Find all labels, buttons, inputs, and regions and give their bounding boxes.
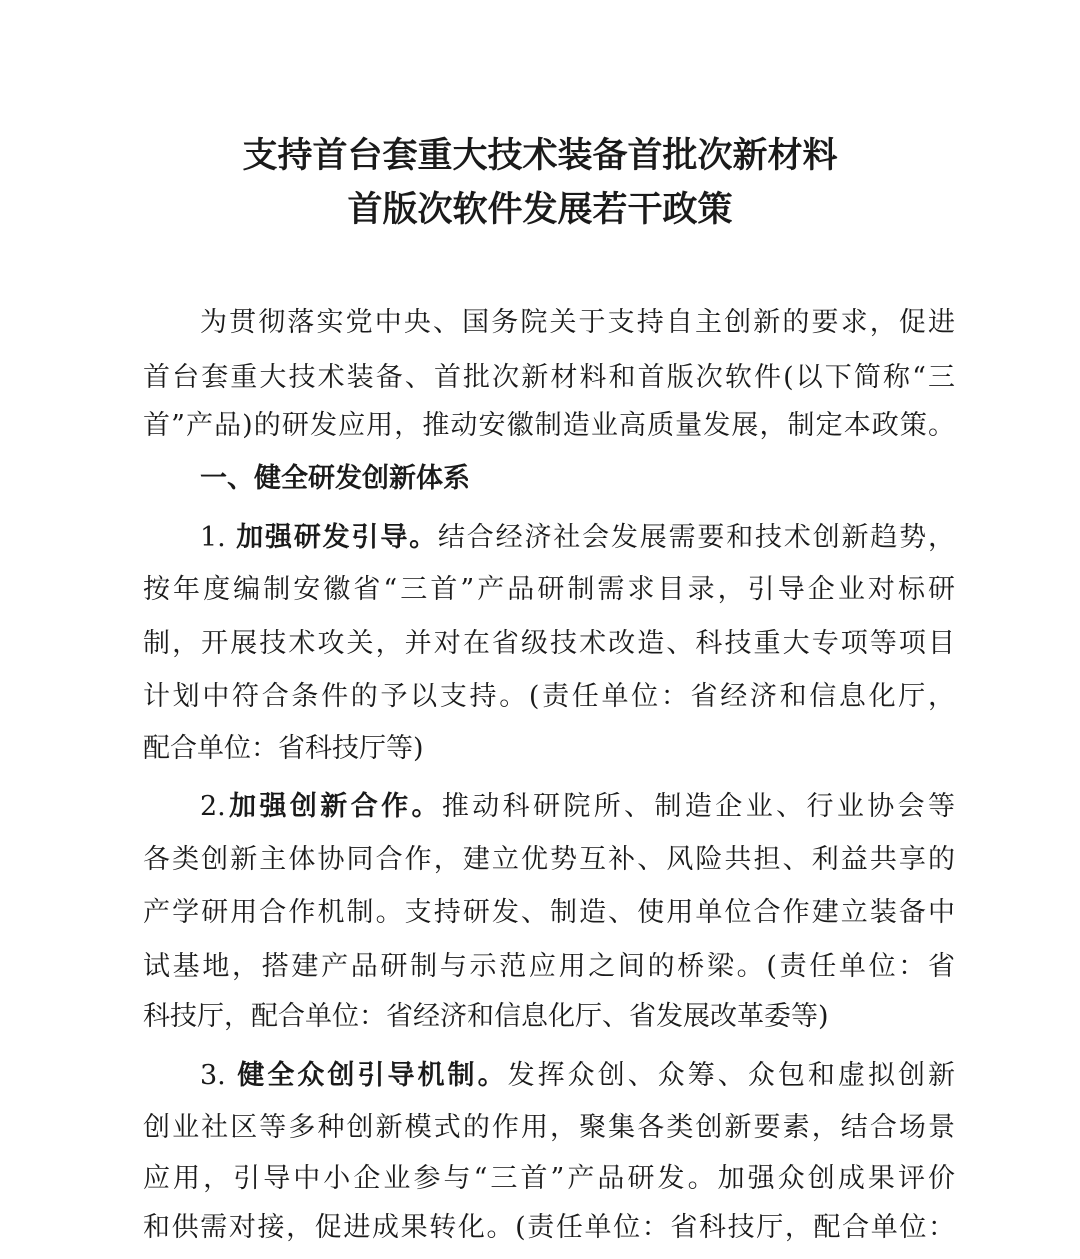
item-3-heading: 健全众创引导机制。 bbox=[237, 1060, 508, 1091]
item-2-line-5: 科技厅，配合单位：省经济和信息化厅、省发展改革委等) bbox=[143, 1001, 829, 1032]
item-2-heading: 加强创新合作。 bbox=[225, 791, 442, 822]
item-3-line-2: 创业社区等多种创新模式的作用，聚集各类创新要素，结合场景 bbox=[143, 1112, 955, 1143]
item-1-first-line-text: 结合经济社会发展需要和技术创新趋势， bbox=[437, 522, 956, 553]
item-1-line-2: 按年度编制安徽省“三首”产品研制需求目录，引导企业对标研 bbox=[143, 574, 955, 605]
item-2-line-4: 试基地，搭建产品研制与示范应用之间的桥梁。(责任单位：省 bbox=[143, 951, 955, 982]
section-1-heading: 一、健全研发创新体系 bbox=[200, 463, 470, 494]
item-2-line-2: 各类创新主体协同合作，建立优势互补、风险共担、利益共享的 bbox=[143, 844, 955, 875]
item-2-first-line bbox=[200, 790, 955, 824]
item-2-first-line-text: 推动科研院所、制造企业、行业协会等 bbox=[441, 791, 955, 822]
document-title-line-2: 首版次软件发展若干政策 bbox=[347, 190, 733, 230]
document-title-line-1: 支持首台套重大技术装备首批次新材料 bbox=[242, 136, 838, 176]
item-1-line-3: 制，开展技术攻关，并对在省级技术改造、科技重大专项等项目 bbox=[143, 628, 955, 659]
item-2-line-3: 产学研用合作机制。支持研发、制造、使用单位合作建立装备中 bbox=[143, 897, 955, 928]
item-1-heading: 加强研发引导。 bbox=[236, 522, 438, 553]
item-3-first-line bbox=[200, 1059, 955, 1093]
item-3-line-3: 应用，引导中小企业参与“三首”产品研发。加强众创成果评价 bbox=[143, 1163, 955, 1194]
item-3-line-4: 和供需对接，促进成果转化。(责任单位：省科技厅，配合单位： bbox=[143, 1212, 955, 1243]
item-2-number: 2. bbox=[200, 791, 226, 822]
intro-line-1: 为贯彻落实党中央、国务院关于支持自主创新的要求，促进 bbox=[200, 307, 955, 338]
intro-line-2: 首台套重大技术装备、首批次新材料和首版次软件(以下简称“三 bbox=[143, 362, 955, 393]
item-3-number: 3. bbox=[200, 1060, 226, 1091]
item-1-number: 1. bbox=[200, 522, 226, 553]
item-1-line-5: 配合单位：省科技厅等) bbox=[143, 733, 424, 764]
intro-line-3: 首”产品)的研发应用，推动安徽制造业高质量发展，制定本政策。 bbox=[143, 410, 955, 441]
item-1-line-4: 计划中符合条件的予以支持。(责任单位：省经济和信息化厅， bbox=[143, 681, 955, 712]
item-1-first-line bbox=[200, 521, 955, 555]
item-3-first-line-text: 发挥众创、众筹、众包和虚拟创新 bbox=[507, 1060, 955, 1091]
